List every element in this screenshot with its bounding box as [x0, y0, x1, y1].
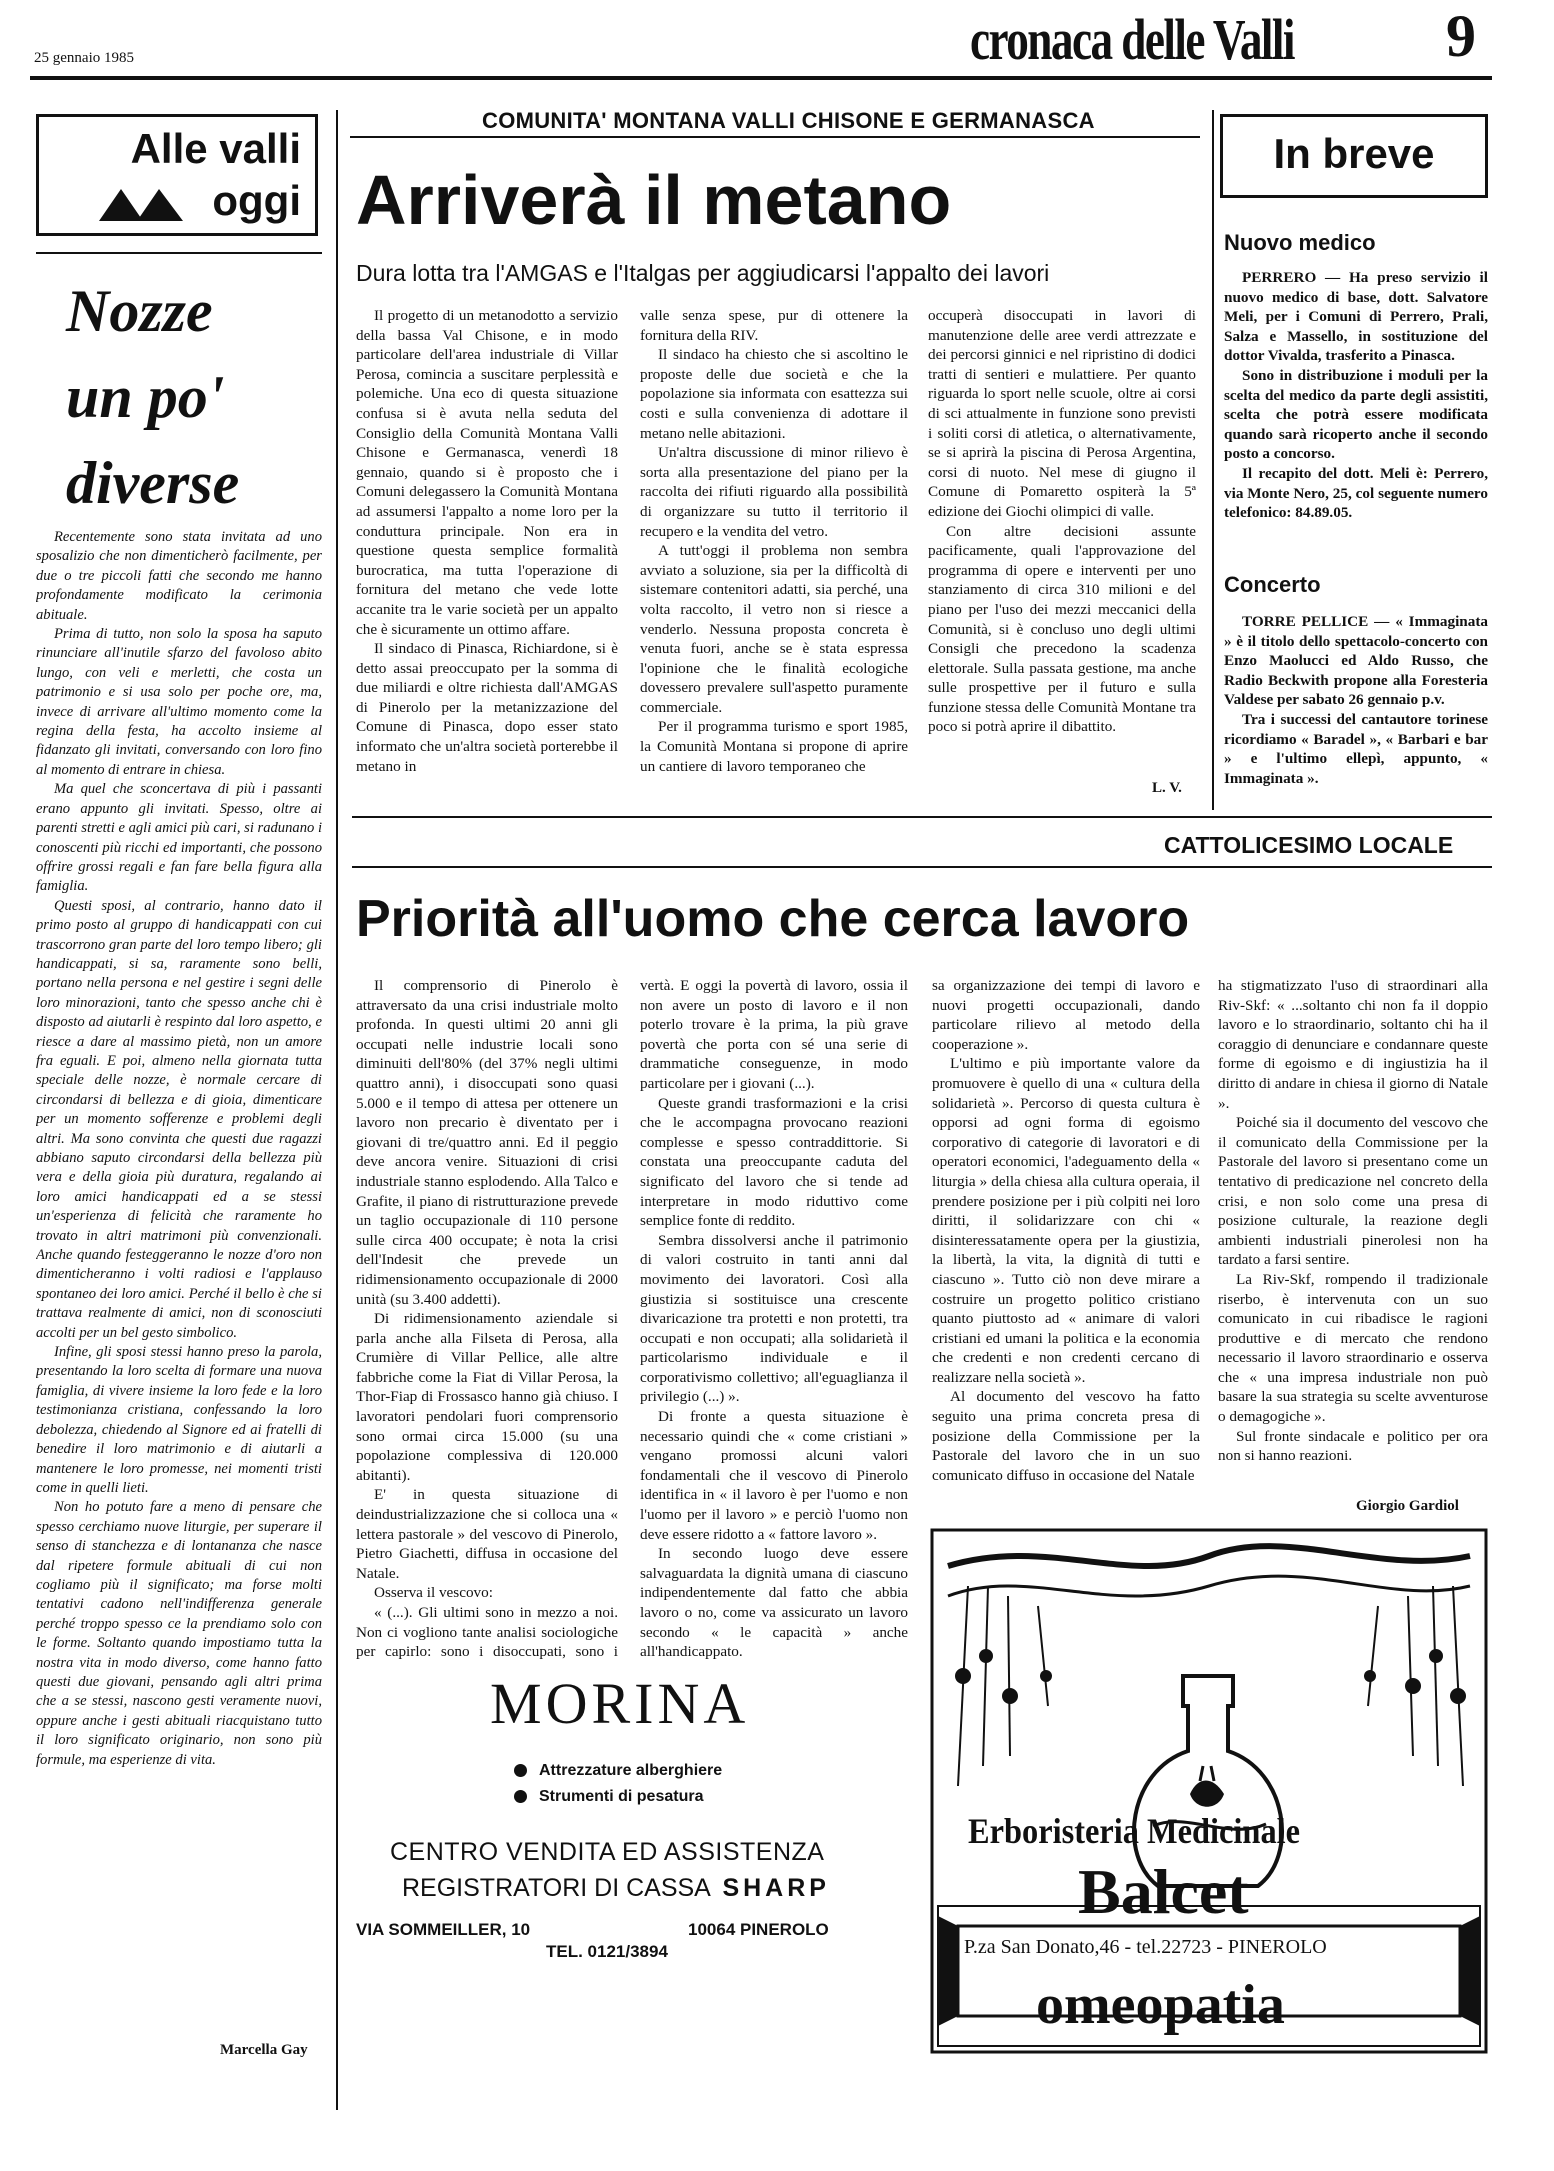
metano-col-3	[928, 306, 1196, 784]
metano-paragraph: Il sindaco ha chiesto che si ascoltino le proposte delle due società e che la popolazione sia informata con esattezza sui costi e sulla convenienza di adottare il metano nelle abitazioni.	[640, 346, 908, 442]
sharp-logo: SHARP	[722, 1874, 830, 1902]
metano-paragraph: A tutt'oggi il problema non sembra avviato a soluzione, sia per la difficoltà di sistemare contenitori adatti, sia perché, una volta raccolto, il vetro non si riesce a venderlo. Nessuna proposta concreta è venuta fuori, anche se è stata espressa l'opinione che le finalità ecologiche dovessero prevalere sull'aspetto puramente commerciale.	[640, 542, 908, 716]
catt-paragraph: La Riv-Skf, rompendo il tradizionale riserbo, è intervenuta con un suo comunicato in cui ribadisce le ragioni produttive e di mercato che rendono necessario il lavoro straordinario e osserva che « una impresa industriale non può basare la sua strategia su scelte avventurose o demagogiche ».	[1218, 1270, 1488, 1426]
nozze-title	[66, 268, 239, 526]
catt-author: Giorgio Gardiol	[1356, 1498, 1459, 1514]
morina-brand: MORINA	[490, 1671, 750, 1736]
breve-paragraph	[1224, 464, 1488, 523]
catt-col-3	[932, 976, 1200, 1582]
mountain-icon	[99, 185, 185, 226]
catt-col-1	[356, 976, 618, 1662]
alle-valli-line2: oggi	[212, 177, 301, 224]
metano-paragraph: Per il programma turismo e sport 1985, la Comunità Montana si propone di aprire un cantiere di lavoro temporaneo che	[640, 718, 908, 775]
catt-paragraph: sa organizzazione dei tempi di lavoro e nuovi progetti occupazionali, dando particolare rilievo al metodo della cooperazione ».	[932, 977, 1200, 1053]
bullet-icon	[514, 1790, 527, 1803]
catt-col-4	[1218, 976, 1488, 1502]
metano-col-2	[640, 306, 908, 796]
metano-paragraph: valle senza spese, pur di ottenere la fornitura della RIV.	[640, 307, 908, 344]
metano-paragraph: Il progetto di un metanodotto a servizio della bassa Val Chisone, e in modo particolare dell'area industriale di Villar Perosa, comincia a suscitare perplessità e polemiche. Una eco di questa situazione confusa si è avuta nella seduta del Consiglio della Comunità Montana Valli Chisone e Germanasca, venerdì 18 gennaio, quando si è proposto che i Comuni delegassero la Comunità Montana ad assumersi l'appalto a nome loro per la conduttura principale. Non era in questione questa semplice formalità burocratica, ma tutta l'operazione di fornitura del metano che vede lotte accanite tra le varie società per un appalto che è sicuramente un ottimo affare.	[356, 307, 618, 638]
catt-paragraph: Osserva il vescovo:	[374, 1584, 493, 1602]
nozze-title-line3: diverse	[66, 450, 240, 516]
catt-paragraph: In secondo luogo deve essere salvaguardata la dignità umana di ciascuno indipendentemente dal fatto che abbia lavoro o no, come va assicurato un lavoro secondo « le capacità » anche all'handicappato.	[640, 1545, 908, 1661]
balcet-line1: Erboristeria Medicinale	[968, 1811, 1301, 1851]
alle-valli-box	[36, 114, 318, 236]
metano-kicker: COMUNITA' MONTANA VALLI CHISONE E GERMANASCA	[482, 108, 1095, 133]
catt-paragraph: Sul fronte sindacale e politico per ora non si hanno reazioni.	[1218, 1427, 1488, 1465]
morina-item-text: Strumenti di pesatura	[539, 1788, 704, 1805]
morina-line2	[402, 1874, 830, 1903]
catt-paragraph: ha stigmatizzato l'uso di straordinari alla Riv-Skf: « ...soltanto chi non fa il doppio lavoro e lo straordinario, soltanto chi ha il coraggio di denunciare e condannare queste forme di egoismo e di ingiustizia ha il diritto di andare in chiesa il giorno di Natale ».	[1218, 977, 1488, 1112]
morina-item-2	[514, 1788, 703, 1806]
morina-line2-text: REGISTRATORI DI CASSA	[402, 1874, 710, 1902]
catt-paragraph: Di fronte a questa situazione è necessario quindi che « come cristiani » vengano promossi alcuni valori fondamentali che il vescovo di Pinerolo identifica in « il lavoro è per l'uomo e non l'uomo per il lavoro » e perciò l'uomo non deve essere ridotto a « fattore lavoro ».	[640, 1408, 908, 1543]
breve-paragraph	[1224, 366, 1488, 464]
breve-heading-2: Concerto	[1224, 572, 1321, 597]
morina-city: 10064 PINEROLO	[688, 1920, 829, 1939]
metano-subhead: Dura lotta tra l'AMGAS e l'Italgas per aggiudicarsi l'appalto dei lavori	[356, 260, 1050, 286]
nozze-paragraph: Ma quel che sconcertava di più i passanti erano appunto gli invitati. Spesso, oltre ai parenti stretti e agli amici più cari, si radunano i conoscenti più ricchi ed importanti, che possono offrire grossi regali e fan fare bella figura alla famiglia.	[36, 781, 322, 895]
nozze-author: Marcella Gay	[220, 2042, 308, 2058]
catt-paragraph: Di ridimensionamento aziendale si parla anche alla Filseta di Perosa, alla Crumière di Villar Pellice, alle altre fabbriche come la Fiat di Villar Perosa, la Thor-Fiap di Frossasco hanno già chiuso. I lavoratori pendolari fuori comprensorio sono ormai circa 15.000 (su una popolazione complessiva di 120.000 abitanti).	[356, 1310, 618, 1484]
nozze-paragraph: Non ho potuto fare a meno di pensare che spesso cerchiamo nuove liturgie, per superare il senso di stanchezza e di lontananza che nasce dal ripetere formule abituali di cui non cogliamo più il significato; ma forse molti tentativi cadono nell'indifferenza generale perché troppo spesso ce la prendiamo solo con le forme. Soltanto quando impostiamo tutta la nostra vita in modo diverso, come hanno fatto questi due giovani, pensando agli altri prima che a se stessi, nascono gesti veramente nuovi, oppure anche i gesti abituali riacquistano tutto il loro significato originario, non sono più formule, ma esperienze di vita.	[36, 1499, 322, 1768]
breve-text: Ha preso servizio il nuovo medico di base, dott. Salvatore Meli, per i Comuni di Perrero, Prali, Salza e Massello, in sostituzione del dottor Vivalda, trasferito a Pinasca.	[1224, 269, 1488, 365]
metano-paragraph: Il sindaco di Pinasca, Richiardone, si è detto assai preoccupato per la somma di due miliardi e oltre richiesta dall'AMGAS di Pinerolo per la metanizzazione del Comune di Pinasca, dopo esser stato informato che un'altra società porterebbe il metano in	[356, 640, 618, 775]
nozze-paragraph: Recentemente sono stata invitata ad uno sposalizio che non dimenticherò facilmente, per due o tre piccoli fatti che secondo me hanno profondamente modificato la cerimonia abituale.	[36, 529, 322, 623]
catt-paragraph: Al documento del vescovo ha fatto seguito una prima concreta presa di posizione della Commissione per la Pastorale del lavoro che in un suo comunicato diffuso in occasione del Natale	[932, 1388, 1200, 1484]
left-column-rule-top	[36, 252, 322, 254]
section-name: cronaca delle Valli	[970, 7, 1294, 72]
in-breve-title: In breve	[1273, 130, 1435, 177]
breve-text: Il recapito del dott. Meli è: Perrero, via Monte Nero, 25, col seguente numero telefonico: 84.89.05.	[1224, 464, 1488, 522]
breve-paragraph	[1224, 268, 1488, 366]
morina-item-text: Attrezzature alberghiere	[539, 1762, 723, 1779]
morina-address: VIA SOMMEILLER, 10	[356, 1920, 531, 1939]
metano-author: L. V.	[1152, 780, 1182, 796]
vertical-rule-right	[1212, 110, 1214, 810]
breve-body-1	[1224, 268, 1488, 550]
section-title	[970, 6, 1294, 73]
issue-date: 25 gennaio 1985	[34, 50, 134, 66]
breve-text: Tra i successi del cantautore torinese ricordiamo « Baradel », « Barbari e bar » e l'ultimo ellepì, appunto, « Immaginata ».	[1224, 710, 1488, 787]
catt-col-2	[640, 976, 908, 1662]
breve-dateline: PERRERO —	[1242, 269, 1349, 286]
morina-line1: CENTRO VENDITA ED ASSISTENZA	[390, 1838, 825, 1866]
cattolicesimo-kicker: CATTOLICESIMO LOCALE	[1164, 832, 1454, 858]
header-rule	[30, 76, 1492, 80]
breve-body-2	[1224, 612, 1488, 804]
nozze-body	[36, 528, 322, 2020]
morina-item-1	[514, 1762, 722, 1780]
morina-tel: TEL. 0121/3894	[546, 1942, 668, 1961]
balcet-address: P.za San Donato,46 - tel.22723 - PINEROLO	[964, 1936, 1327, 1958]
breve-text: Sono in distribuzione i moduli per la scelta del medico da parte degli assistiti, scelta che potrà essere modificata quando sarà ricoperto anche il secondo posto a concorso.	[1224, 366, 1488, 463]
cattolicesimo-kicker-rule	[352, 866, 1492, 868]
balcet-brand: Balcet	[1078, 1856, 1249, 1927]
ad-balcet	[928, 1526, 1490, 2056]
breve-paragraph	[1224, 710, 1488, 788]
breve-dateline: TORRE PELLICE —	[1242, 613, 1396, 630]
nozze-paragraph: Questi sposi, al contrario, hanno dato il primo posto al gruppo di handicappati con cui trascorrono gran parte del loro tempo libero; gli handicappati, si sa, raramente sono belli, portano nella persona e nel gestire i segni delle loro minorazioni, tanto che spesso anche chi è disposto ad aiutarli è respinto dal loro aspetto, e riesce a dare al massimo pietà, non un amore fra eguali. E poi, almeno nella giornata tutta speciale delle nozze, è normale cercare di circondarsi di bellezza e di gioia, dimenticare per un momento sofferenze e problemi degli altri. Ma sono convinta che questi due ragazzi abbiano saputo circondarsi della bellezza più vera e della gioia più duratura, regalando ai loro amici handicappati ed a se stessi un'esperienza di felicità che raramente ho trovato in altri matrimoni più convenzionali. Anche quando festeggeranno le nozze d'oro non dimenticheranno i volti radiosi e l'applauso spontaneo dei loro amici. Perché il bello è che si trattava realmente di amici, non di sconosciuti accolti per un bel gesto simbolico.	[36, 897, 322, 1341]
bullet-icon	[514, 1764, 527, 1777]
in-breve-box	[1220, 114, 1488, 198]
catt-paragraph: L'ultimo e più importante valore da promuovere è quello di una « cultura della solidarietà ». Percorso di questa cultura è opporsi ad ogni forma di egoismo corporativo di categorie di lavoratori e di operatori economici, l'adeguamento della « liturgia » della chiesa alla cultura operaia, il prendere posizione per i più colpiti nei loro diritti, il solidarizzare con chi « disinteressatamente opera per la giustizia, la libertà, la vita, la dignità di tutti e ciascuno ». Tutto ciò non deve mirare a costruire un progetto politico cristiano quanto piuttosto ad « animare di valori cristiani ed umani la politica e la economia che credenti e non credenti cercano di realizzare nella società ».	[932, 1055, 1200, 1386]
page-number: 9	[1446, 3, 1476, 69]
ad-morina	[356, 1670, 896, 2070]
metano-kicker-rule	[350, 136, 1200, 138]
breve-heading-1: Nuovo medico	[1224, 230, 1376, 255]
catt-paragraph: Poiché sia il documento del vescovo che il comunicato della Commissione per la Pastorale del lavoro si presentano come un tentativo di predicazione nel concreto della crisi, e non solo come una presa di posizione culturale, la reazione degli ambienti industriali pinerolesi non ha tardato a farsi sentire.	[1218, 1114, 1488, 1269]
metano-col-1	[356, 306, 618, 796]
catt-paragraph: Queste grandi trasformazioni e la crisi che le accompagna provocano reazioni complesse e spesso contraddittorie. Si constata una preoccupante caduta del significato del lavoro che si tende ad interpretare in modo riduttivo come semplice fonte di reddito.	[640, 1094, 908, 1230]
vertical-rule-left	[336, 110, 338, 2110]
balcet-tagline: omeopatia	[1036, 1974, 1285, 2036]
nozze-paragraph: Prima di tutto, non solo la sposa ha saputo rinunciare all'inutile sfarzo del favoloso abito lungo, con veli e merletti, che costa un patrimonio e si usa solo per poche ore, ma, invece di arrivare all'ultimo momento come la regina della festa, ha accolto insieme al fidanzato gli invitati, conversando con loro fino al momento di entrare in chiesa.	[36, 626, 322, 778]
alle-valli-line1: Alle valli	[130, 125, 301, 172]
catt-paragraph: E' in questa situazione di deindustrializzazione che si colloca una « lettera pastorale » del vescovo di Pinerolo, Pietro Giachetti, diffusa in occasione del Natale.	[356, 1486, 618, 1582]
nozze-title-line1: Nozze	[66, 278, 213, 344]
breve-paragraph	[1224, 612, 1488, 710]
catt-paragraph: Sembra dissolversi anche il patrimonio di valori costruito in tanti anni dal movimento dei lavoratori. Così alla giustizia si sostituisce una crescente divaricazione tra protetti e non protetti, tra occupati e non occupati; alla solidarietà il particolarismo individuale e il corporativismo collettivo; all'eguaglianza il privilegio (...) ».	[640, 1231, 908, 1406]
metano-paragraph: occuperà disoccupati in lavori di manutenzione delle aree verdi attrezzate e dei percorsi ginnici e nel ripristino di dodici tratti di sentieri e mulattiere. Per quanto riguarda lo sport nelle scuole, oltre ai corsi di sci attualmente in funzione sono previsti i soliti corsi di atletica, o alternativamente, se si aprirà la piscina di Perosa Argentina, corsi di nuoto. Nel mese di giugno il Comune di Pomaretto ospiterà la 5ª edizione dei Giochi olimpici di valle.	[928, 307, 1196, 520]
metano-paragraph: Con altre decisioni assunte pacificamente, quali l'approvazione del programma di opere e interventi per uno stanziamento di circa 310 milioni e del piano per l'uso dei mezzi meccanici della Comunità, si è concluso uno degli ultimi Consigli che precedono la scadenza elettorale. Sulla passata gestione, ma anche sulle prospettive per il futuro e sulla funzione stessa delle Comunità Montane tra poco si potrà aprire il dibattito.	[928, 522, 1196, 736]
catt-paragraph: « (...). Gli ultimi sono in mezzo a noi. Non ci vogliono tante analisi sociologiche per capirlo: sono i disoccupati, sono i	[356, 1604, 618, 1661]
section-divider	[352, 816, 1492, 818]
nozze-paragraph: Infine, gli sposi stessi hanno preso la parola, presentando la loro scelta di formare una nuova famiglia, di vivere insieme la loro fede e la loro testimonianza cristiana, confessando la loro debolezza, chiedendo al Signore ed ai fratelli di benedire il loro matrimonio e di aiutarli a mantenere le loro promesse, nei momenti tristi come in quelli lieti.	[36, 1344, 322, 1496]
metano-headline: Arriverà il metano	[356, 161, 952, 239]
metano-paragraph: Un'altra discussione di minor rilievo è sorta alla presentazione del piano per la raccolta dei rifiuti riguardo alla possibilità di organizzare su tutto il territorio il recupero e la vendita del vetro.	[640, 444, 908, 540]
catt-paragraph: vertà. E oggi la povertà di lavoro, ossia il non avere un posto di lavoro e il non poterlo trovare è la prima, la più grave povertà che porta con sé una serie di drammatiche conseguenze, in modo particolare per i giovani (...).	[640, 977, 908, 1092]
catt-paragraph: Il comprensorio di Pinerolo è attraversato da una crisi industriale molto profonda. In questi ultimi 20 anni gli occupati nelle industrie locali sono diminuiti dell'80% (del 37% negli ultimi quattro anni), i disoccupati sono quasi 5.000 e il tempo di attesa per ottenere un lavoro non precario è diventato per i giovani di tre/quattro anni. Ed il peggio deve ancora venire. Situazioni di crisi industriale stanno esplodendo. Alla Talco e Grafite, il piano di ristrutturazione prevede un taglio occupazionale di 110 persone sulle circa 400 occupate; è nota la crisi dell'Indesit che prevede un ridimensionamento occupazionale di 2000 unità (su 3.400 addetti).	[356, 977, 618, 1308]
nozze-title-line2: un po'	[66, 364, 225, 430]
breve-text: « Immaginata » è il titolo dello spettacolo-concerto con Enzo Maolucci ed Aldo Russo, che Radio Beckwith propone alla Foresteria Valdese per sabato 26 gennaio p.v.	[1224, 613, 1488, 709]
cattolicesimo-headline: Priorità all'uomo che cerca lavoro	[356, 890, 1190, 948]
